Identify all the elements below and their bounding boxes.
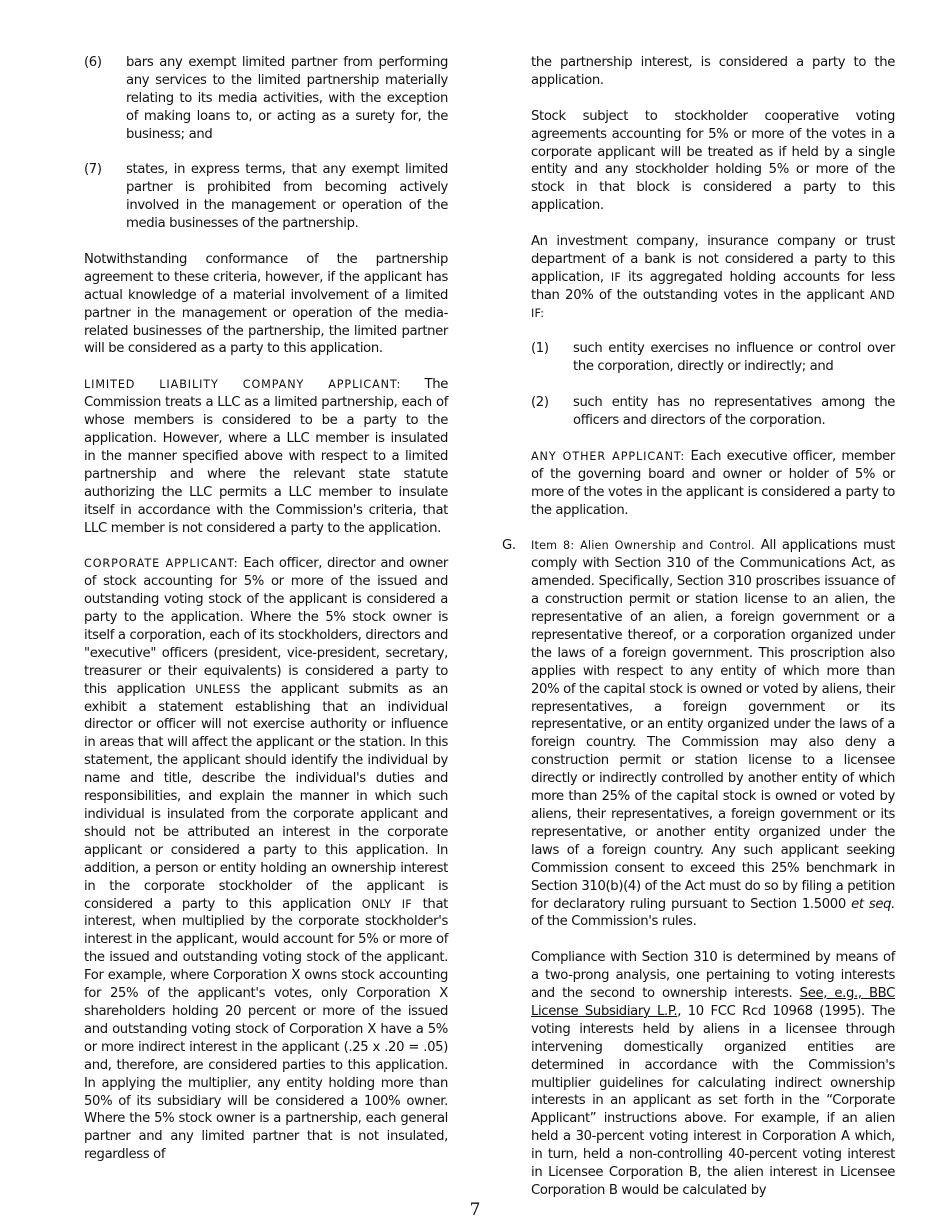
section-letter: G.	[502, 538, 516, 554]
corporate-text-1: Each officer, director and owner of stock accounting for 5% or more of the issued and outstanding voting stock of the applicant is considered a party to the application. Where the 5% stock owner is itself a corporation, each of its stockholders, directors and "executive" officers (president, vice-president, secretary, treasurer or their equivalents) is considered a party to this application	[84, 556, 448, 697]
list-item-7	[84, 161, 448, 233]
investment-text-2: its aggregated holding accounts for less than 20% of the outstanding votes in the applicant	[531, 269, 895, 303]
section-g	[502, 537, 895, 1200]
list-number: (1)	[531, 341, 549, 357]
section-g-body	[531, 537, 895, 1200]
llc-paragraph	[84, 376, 448, 537]
section-g-paragraph	[531, 537, 895, 931]
other-applicant-text: Each executive officer, member of the governing board and owner or holder of 5% or more of the votes in the applicant is considered a party to the application.	[531, 448, 895, 518]
only-if-term: ONLY IF	[361, 897, 412, 911]
section-g-text-2: of the Commission's rules.	[531, 914, 697, 930]
list-number: (2)	[531, 395, 549, 411]
section-g-heading: Item 8: Alien Ownership and Control.	[531, 539, 755, 553]
compliance-text-2: , 10 FCC Rcd 10968 (1995). The voting interests held by aliens in a licensee through intervening domestically organized entities are determined in accordance with the Commission's multiplier guidelines for calculating indirect ownership interests in an applicant as set forth in the “Corporate Applicant” instructions above. For example, if an alien held a 30-percent voting interest in Corporation A which, in turn, held a non-controlling 40-percent voting interest in Licensee Corporation B, the alien interest in Licensee Corporation B would be calculated by	[531, 1003, 896, 1198]
llc-text: The Commission treats a LLC as a limited partnership, each of whose members is considered to be a party to the application. However, where a LLC member is insulated in the manner specified above with respect to a limited partnership and where the relevant state statute authorizing the LLC permits a LLC member to insulate itself in accordance with the Commission's criteria, that LLC member is not considered a party to the application.	[84, 377, 448, 536]
list-number: (7)	[84, 162, 102, 178]
list-item-6	[84, 54, 448, 144]
stock-subject-paragraph: Stock subject to stockholder cooperative voting agreements accounting for 5% or more of the votes in a corporate applicant will be treated as if held by a single entity and any stockholder holding 5% or more of the stock in that block is considered a party to this application.	[531, 108, 895, 214]
other-applicant-heading: ANY OTHER APPLICANT:	[531, 449, 686, 463]
other-applicant-paragraph	[531, 448, 895, 520]
case-citation: See, e.g., BBC License Subsidiary L.P.	[531, 986, 895, 1019]
compliance-text-1: Compliance with Section 310 is determined by means of a two-prong analysis, one pertaining to voting interests and the second to ownership interests.	[531, 950, 895, 1002]
list-number: (6)	[84, 55, 102, 70]
corporate-paragraph	[84, 555, 448, 1164]
section-g-text-1: All applications must comply with Section 310 of the Communications Act, as amended. Specifically, Section 310 proscribes issuance of a construction permit or station license to an alien, the representative of an alien, a foreign government or a representative thereof, or a corporation organized under the laws of a foreign government. This proscription also applies with respect to any entity of which more than 20% of the capital stock is owned or voted by aliens, their representatives, a foreign government or its representative, or an entity organized under the laws of a foreign country. The Commission may also deny a construction permit or station license to a licensee directly or indirectly controlled by another entity of which more than 25% of the capital stock is owned or voted by aliens, their representatives, a foreign government or its representative, or another entity organized under the laws of a foreign country. Any such applicant seeking Commission consent to exceed this 25% benchmark in Section 310(b)(4) of the Act must do so by filing a petition for declaratory ruling pursuant to Section 1.5000	[531, 538, 896, 912]
corporate-text-3: that interest, when multiplied by the corporate stockholder's interest in the applicant, would account for 5% or more of the issued and outstanding voting stock of the applicant. For example, where Corporation X owns stock accounting for 25% of the applicant's votes, only Corporation X shareholders holding 20 percent or more of the issued and outstanding voting stock of Corporation X have a 5% or more indirect interest in the applicant (.25 x .20 = .05) and, therefore, are considered parties to this application. In applying the multiplier, any entity holding more than 50% of its subsidiary will be considered a 100% owner. Where the 5% stock owner is a partnership, each general partner and any limited partner that is not insulated, regardless of	[84, 896, 448, 1163]
continuation-paragraph: the partnership interest, is considered a party to the application.	[531, 55, 895, 88]
list-text: states, in express terms, that any exempt limited partner is prohibited from becoming actively involved in the management or operation of the media businesses of the partnership.	[126, 162, 448, 232]
list-item-1	[531, 340, 895, 376]
notwithstanding-paragraph: Notwithstanding conformance of the partnership agreement to these criteria, however, if the applicant has actual knowledge of a material involvement of a limited partner in the management or operation of the media-related businesses of the partnership, the limited partner will be considered as a party to this application.	[84, 251, 448, 357]
list-item-2	[531, 394, 895, 430]
list-text: bars any exempt limited partner from performing any services to the limited partnership materially relating to its media activities, with the exception of making loans to, or acting as a surety for, the business; and	[126, 55, 448, 142]
investment-paragraph	[531, 233, 895, 323]
corporate-heading: CORPORATE APPLICANT:	[84, 557, 239, 571]
llc-heading: LIMITED LIABILITY COMPANY APPLICANT:	[84, 378, 402, 392]
and-if-term: AND IF:	[531, 288, 895, 320]
right-column	[502, 54, 895, 1218]
unless-term: UNLESS	[195, 682, 241, 696]
list-text: such entity has no representatives among the officers and directors of the corporation.	[573, 395, 895, 429]
corporate-text-2: the applicant submits as an exhibit a statement establishing that an individual director or officer will not exercise authority or influence in areas that will affect the applicant or the station. In this statement, the applicant should identify the individual by name and title, describe the individual's duties and responsibilities, and explain the manner in which such individual is insulated from the corporate applicant and should not be attributed an interest in the corporate applicant or considered a party to this application. In addition, a person or entity holding an ownership interest in the corporate stockholder of the applicant is considered a party to this application	[84, 681, 448, 912]
right-indented-block	[531, 54, 895, 519]
page-number: 7	[469, 1200, 481, 1220]
list-text: such entity exercises no influence or control over the corporation, directly or indirectly; and	[573, 341, 895, 375]
left-column	[84, 54, 448, 1182]
et-seq-term: et seq.	[851, 896, 895, 912]
if-term: IF	[610, 270, 621, 284]
compliance-paragraph	[531, 949, 895, 1200]
investment-text-1: An investment company, insurance company or trust department of a bank is not considered a party to this application,	[531, 234, 895, 285]
